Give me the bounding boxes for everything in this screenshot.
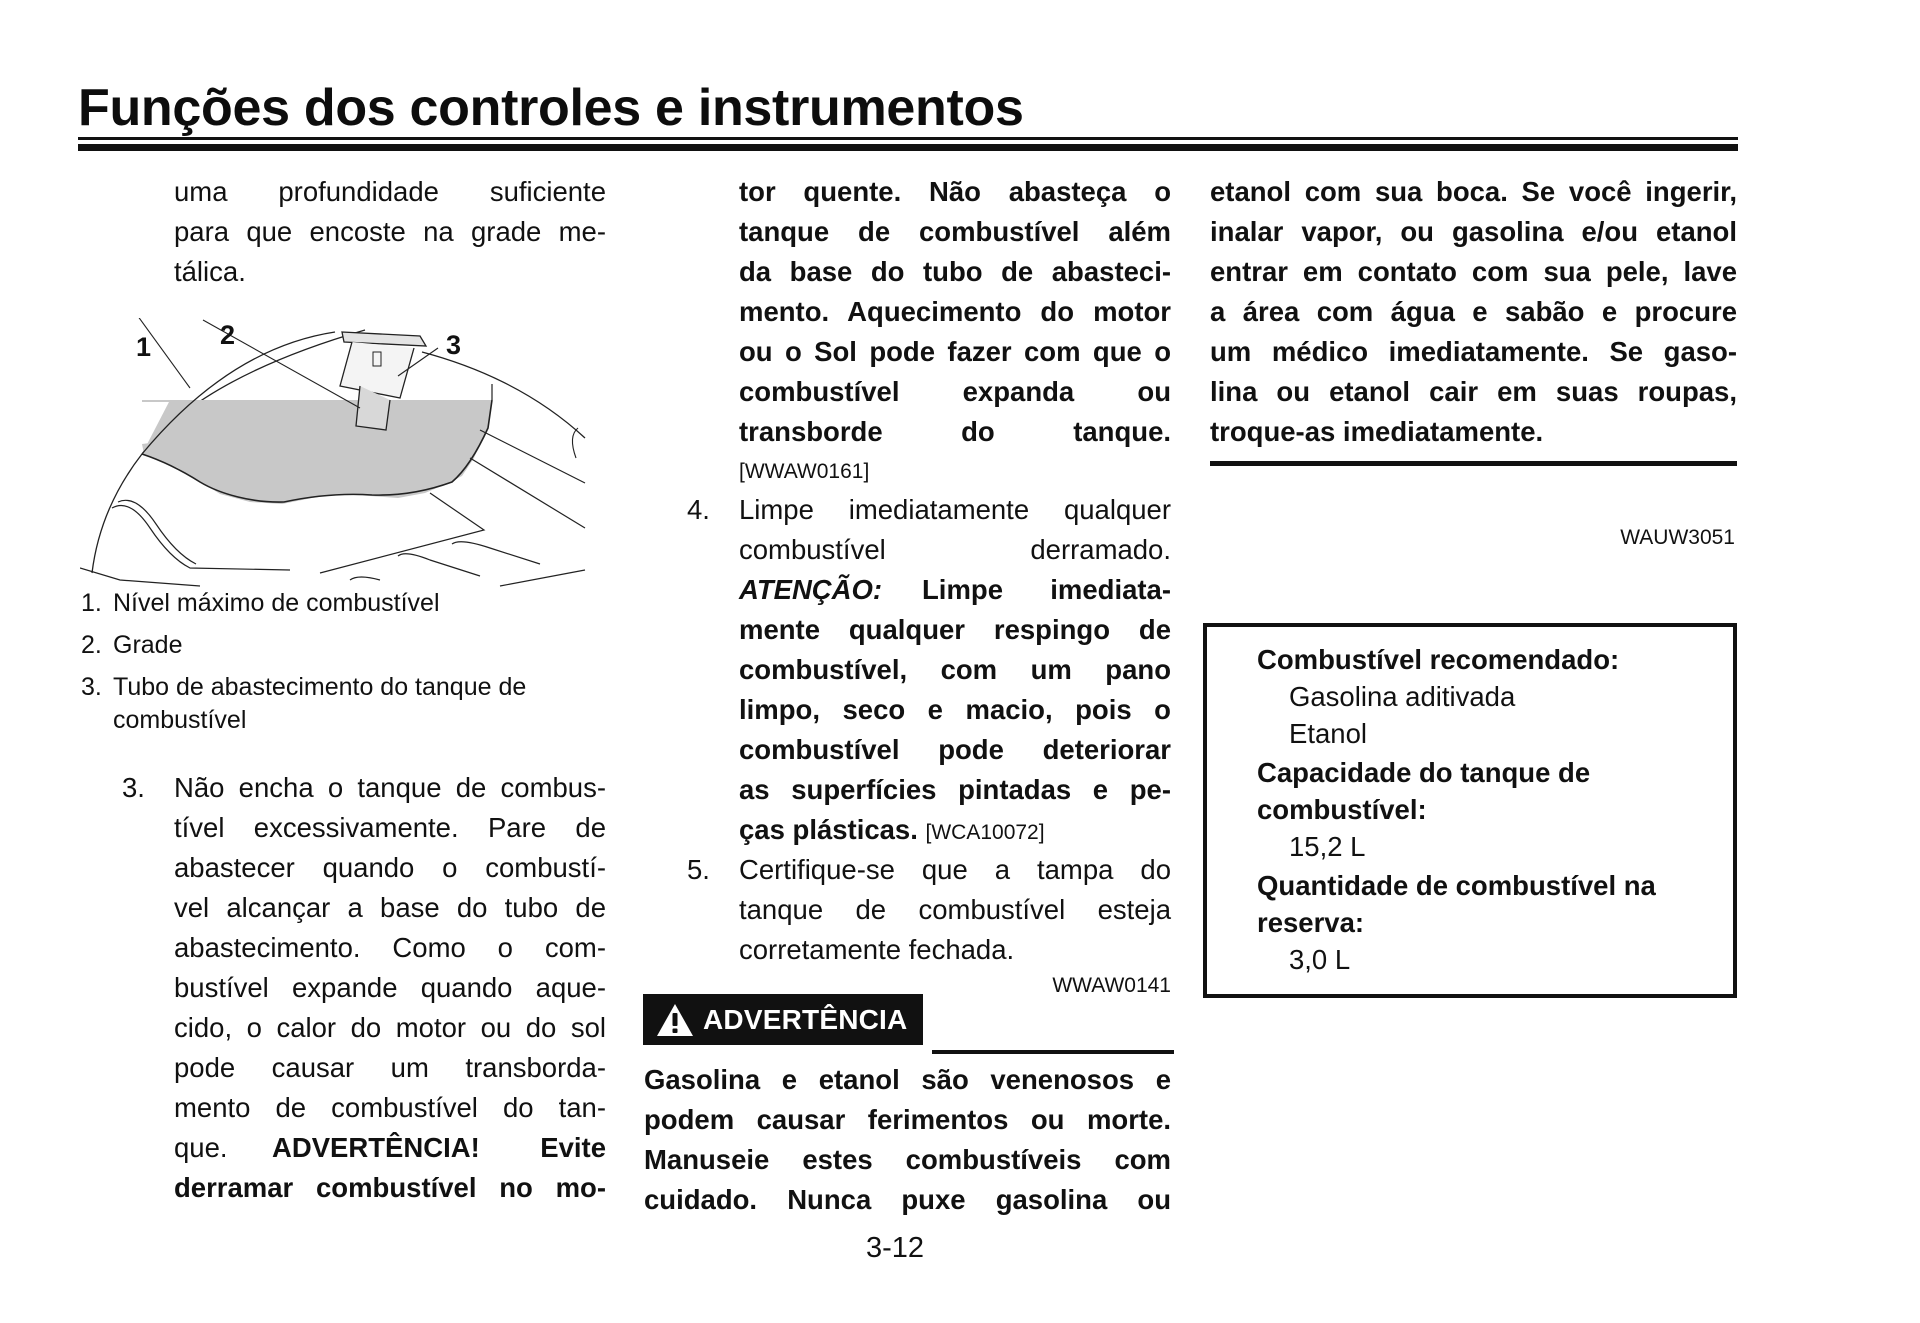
section-code: WWAW0141 <box>1052 974 1171 997</box>
step-line: combustível derramado. <box>739 534 1171 565</box>
page-title: Funções dos controles e instrumentos <box>78 79 1024 137</box>
callout-3: 3 <box>446 330 462 360</box>
warning-cont-line: etanol com sua boca. Se você ingerir, <box>1210 176 1737 207</box>
warning-cont-line: lina ou etanol cair em suas roupas, <box>1210 376 1737 407</box>
step-line: tível excessivamente. Pare de <box>174 812 606 843</box>
warning-cont-line: da base do tubo de abasteci- <box>739 256 1171 287</box>
warning-cont-line: a área com água e sabão e procure <box>1210 296 1737 327</box>
notice-line <box>739 810 1045 850</box>
step-line: mento de combustível do tan- <box>174 1092 606 1123</box>
warning-line: podem causar ferimentos ou morte. <box>644 1104 1171 1135</box>
notice-line: mente qualquer respingo de <box>739 614 1171 645</box>
step-line: Não encha o tanque de combus- <box>174 772 606 803</box>
spec-label: combustível: <box>1257 794 1427 825</box>
intro-line: para que encoste na grade me- <box>174 216 606 247</box>
fuel-tank-illustration <box>80 318 605 588</box>
notice-line: combustível pode deteriorar <box>739 734 1171 765</box>
warning-cont-line: troque-as imediatamente. <box>1210 416 1544 447</box>
warning-cont-line: transborde do tanque. <box>739 416 1171 447</box>
step-line: tanque de combustível esteja <box>739 894 1171 925</box>
warning-cont-line: tanque de combustível além <box>739 216 1171 247</box>
step-line: pode causar um transborda- <box>174 1052 606 1083</box>
warning-cont-line: combustível expanda ou <box>739 376 1171 407</box>
warning-badge <box>643 994 923 1045</box>
warning-end-rule <box>1210 461 1737 466</box>
spec-value: Etanol <box>1289 718 1367 749</box>
step-line: Limpe imediatamente qualquer <box>739 494 1171 525</box>
warning-cont-line: tor quente. Não abasteça o <box>739 176 1171 207</box>
notice-line: combustível, com um pano <box>739 654 1171 685</box>
notice-line: as superfícies pintadas e pe- <box>739 774 1171 805</box>
spec-value: Gasolina aditivada <box>1289 681 1516 712</box>
spec-label: Capacidade do tanque de <box>1257 757 1591 788</box>
step-line: abastecimento. Como o com- <box>174 932 606 963</box>
legend-text: Grade <box>113 631 183 659</box>
legend-text: Tubo de abastecimento do tanque de <box>113 673 527 701</box>
warning-rule <box>932 1050 1174 1054</box>
warning-cont-line: inalar vapor, ou gasolina e/ou etanol <box>1210 216 1737 247</box>
callout-1: 1 <box>136 332 152 362</box>
notice-text: ças plásticas. <box>739 814 918 845</box>
warning-cont-line: entrar em contato com sua pele, lave <box>1210 256 1737 287</box>
section-code: WAUW3051 <box>1620 526 1735 549</box>
legend-number: 1. <box>81 589 102 617</box>
callout-2: 2 <box>220 320 236 350</box>
step-text: que. <box>174 1132 228 1163</box>
step-number: 5. <box>687 854 710 885</box>
warning-line: cuidado. Nunca puxe gasolina ou <box>644 1184 1171 1215</box>
page-number: 3-12 <box>866 1232 925 1264</box>
warning-inline: derramar combustível no mo- <box>174 1172 606 1203</box>
header-rule-thin <box>78 137 1738 140</box>
legend-number: 3. <box>81 673 102 701</box>
step-line: corretamente fechada. <box>739 934 1015 965</box>
warning-line: Manuseie estes combustíveis com <box>644 1144 1171 1175</box>
warning-badge-label: ADVERTÊNCIA <box>703 1003 908 1035</box>
notice-label: ATENÇÃO: <box>739 574 883 605</box>
warning-code: [WWAW0161] <box>739 460 870 483</box>
intro-line: tálica. <box>174 256 246 287</box>
legend-text: combustível <box>113 706 247 734</box>
warning-line: Gasolina e etanol são venenosos e <box>644 1064 1171 1095</box>
header-rule-thick <box>78 144 1738 151</box>
notice-code: [WCA10072] <box>925 821 1045 844</box>
step-line: bustível expande quando aque- <box>174 972 606 1003</box>
warning-inline: ADVERTÊNCIA! Evite <box>272 1132 606 1163</box>
fuel-tank-diagram <box>80 318 605 588</box>
legend-text: Nível máximo de combustível <box>113 589 440 617</box>
legend-number: 2. <box>81 631 102 659</box>
step-line: abastecer quando o combustí- <box>174 852 606 883</box>
warning-cont-line: um médico imediatamente. Se gaso- <box>1210 336 1737 367</box>
step-number: 4. <box>687 494 710 525</box>
notice-line: limpo, seco e macio, pois o <box>739 694 1171 725</box>
spec-label: reserva: <box>1257 907 1365 938</box>
notice-line: Limpe imediata- <box>922 574 1171 605</box>
step-line: cido, o calor do motor ou do sol <box>174 1012 606 1043</box>
warning-triangle-icon <box>655 1002 695 1038</box>
spec-value: 15,2 L <box>1289 831 1366 862</box>
spec-label: Combustível recomendado: <box>1257 644 1620 675</box>
warning-cont-line: mento. Aquecimento do motor <box>739 296 1171 327</box>
step-number: 3. <box>122 772 145 803</box>
step-line: vel alcançar a base do tubo de <box>174 892 606 923</box>
spec-value: 3,0 L <box>1289 944 1351 975</box>
warning-cont-line: ou o Sol pode fazer com que o <box>739 336 1171 367</box>
intro-line: uma profundidade suficiente <box>174 176 606 207</box>
step-line: Certifique-se que a tampa do <box>739 854 1171 885</box>
spec-label: Quantidade de combustível na <box>1257 870 1656 901</box>
